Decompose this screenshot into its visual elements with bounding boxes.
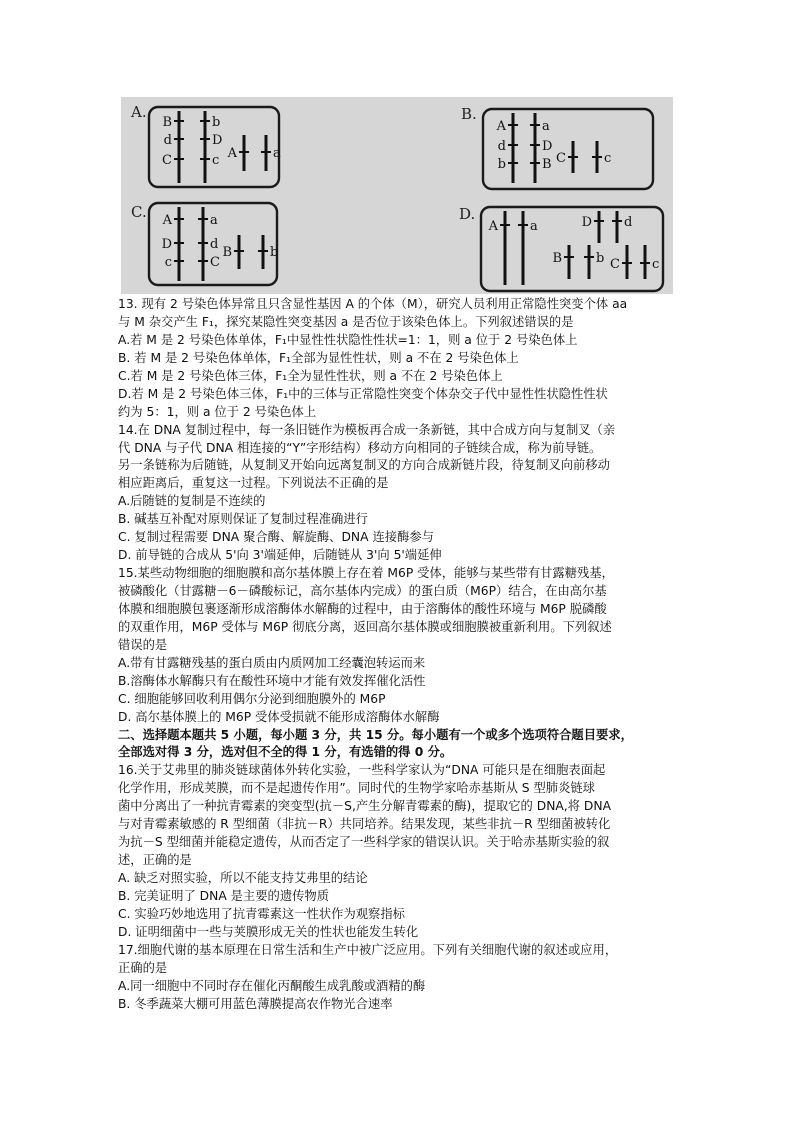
allele-label: A	[227, 146, 237, 161]
allele-label: D	[212, 133, 223, 148]
text-line: 与对青霉素敏感的 R 型细菌（非抗－R）共同培养。结果发现，某些非抗－R 型细菌被转化	[118, 817, 611, 832]
text-line: A.带有甘露糖残基的蛋白质由内质网加工经囊泡转运而来	[118, 655, 426, 670]
allele-label: D	[161, 237, 172, 252]
allele-label: c	[164, 255, 172, 270]
panel-label: C.	[131, 203, 147, 221]
text-line: C. 复制过程需要 DNA 聚合酶、解旋酶、DNA 连接酶参与	[118, 530, 434, 545]
text-line: A.若 M 是 2 号染色体单体，F₁中显性性状隐性性状=1：1，则 a 位于 2 号染色体上	[118, 332, 578, 347]
chromosome-figure	[121, 97, 673, 294]
text-line: 正确的是	[118, 960, 168, 975]
allele-label: d	[210, 237, 219, 252]
allele-label: a	[210, 213, 218, 228]
text-line: 另一条链称为后随链，从复制叉开始向远离复制叉的方向合成新链片段，待复制叉向前移动	[118, 458, 610, 473]
text-line: D. 高尔基体膜上的 M6P 受体受损就不能形成溶酶体水解酶	[118, 709, 440, 724]
allele-label: a	[530, 219, 538, 234]
allele-label: A	[488, 219, 498, 234]
allele-label: c	[604, 151, 612, 166]
allele-label: c	[652, 257, 660, 272]
allele-label: d	[163, 133, 172, 148]
allele-label: d	[624, 215, 633, 230]
text-line: 为抗－S 型细菌并能稳定遗传，从而否定了一些科学家的错误认识。关于哈赤基斯实验的叙	[118, 835, 610, 850]
allele-label: C	[556, 151, 566, 166]
panel-label: B.	[461, 105, 477, 123]
chromosome-diagram	[121, 97, 673, 294]
text-line: 约为 5：1，则 a 位于 2 号染色体上	[118, 404, 317, 419]
text-line: A. 缺乏对照实验，所以不能支持艾弗里的结论	[118, 871, 368, 885]
allele-label: B	[222, 245, 232, 260]
text-line: 二、选择题本题共 5 小题，每小题 3 分，共 15 分。每小题有一个或多个选项符合题目要求，	[118, 727, 633, 742]
allele-label: C	[210, 255, 220, 270]
allele-label: D	[542, 139, 553, 154]
text-line: C. 实验巧妙地选用了抗青霉素这一性状作为观察指标	[118, 906, 405, 921]
allele-label: b	[212, 115, 221, 130]
text-line: 17.细胞代谢的基本原理在日常生活和生产中被广泛应用。下列有关细胞代谢的叙述或应用，	[118, 942, 618, 957]
text-line: 化学作用，形成荚膜，而不是起遗传作用”。同时代的生物学家哈赤基斯从 S 型肺炎链球	[118, 781, 595, 796]
text-line: 14.在 DNA 复制过程中，每一条旧链作为模板再合成一条新链，其中合成方向与复制叉（亲	[118, 422, 616, 437]
text-line: B. 若 M 是 2 号染色体单体，F₁全部为显性性状，则 a 不在 2 号染色体上	[118, 350, 519, 365]
text-line: 16.关于艾弗里的肺炎链球菌体外转化实验，一些科学家认为“DNA 可能只是在细胞表面起	[118, 763, 606, 778]
text-line: 的双重作用，M6P 受体与 M6P 彻底分离，返回高尔基体膜或细胞膜被重新利用。下列叙述	[118, 619, 612, 634]
panel-label: D.	[459, 205, 476, 223]
allele-label: A	[162, 213, 172, 228]
allele-label: b	[270, 245, 279, 260]
allele-label: a	[273, 146, 281, 161]
allele-label: D	[581, 215, 592, 230]
text-line: B. 碱基互补配对原则保证了复制过程准确进行	[118, 512, 368, 527]
text-line: A.后随链的复制是不连续的	[118, 494, 266, 509]
text-line: 被磷酸化（甘露糖－6－磷酸标记，高尔基体内完成）的蛋白质（M6P）结合，在由高尔基	[118, 584, 607, 598]
allele-label: B	[552, 251, 562, 266]
text-line: C.若 M 是 2 号染色体三体，F₁全为显性性状，则 a 不在 2 号染色体上	[118, 368, 503, 383]
allele-label: A	[496, 119, 506, 134]
text-line: 错误的是	[118, 637, 168, 652]
allele-label: b	[596, 251, 605, 266]
allele-label: B	[162, 115, 172, 130]
allele-label: b	[497, 157, 506, 172]
panel-label: A.	[131, 103, 147, 121]
text-line: 代 DNA 与子代 DNA 相连接的“Y”字形结构）移动方向相同的子链续合成，称为前导链。	[118, 440, 602, 455]
text-line: C. 细胞能够回收利用偶尔分泌到细胞膜外的 M6P	[118, 691, 386, 706]
allele-label: B	[542, 157, 552, 172]
text-line: D.若 M 是 2 号染色体三体，F₁中的三体与正常隐性突变个体杂交子代中显性性状隐性性状	[118, 386, 608, 401]
text-line: 13. 现有 2 号染色体异常且只含显性基因 A 的个体（M），研究人员利用正常隐性突变个体 aa	[118, 297, 628, 311]
text-line: 与 M 杂交产生 F₁，探究某隐性突变基因 a 是否位于该染色体上。下列叙述错误的是	[118, 314, 574, 329]
text-line: 体膜和细胞膜包裹逐渐形成溶酶体水解酶的过程中，由于溶酶体的酸性环境与 M6P 脱磷酸	[118, 601, 607, 616]
text-line: 相应距离后，重复这一过程。下列说法不正确的是	[118, 476, 389, 491]
text-line: A.同一细胞中不同时存在催化丙酮酸生成乳酸或酒精的酶	[118, 978, 426, 993]
text-line: D. 证明细菌中一些与荚膜形成无关的性状也能发生转化	[118, 924, 419, 939]
text-line: B. 冬季蔬菜大棚可用蓝色薄膜提高农作物光合速率	[118, 996, 393, 1011]
text-line: 述，正确的是	[118, 853, 192, 868]
question-text	[118, 296, 688, 1014]
text-line: 15.某些动物细胞的细胞膜和高尔基体膜上存在着 M6P 受体，能够与某些带有甘露糖残基，	[118, 566, 614, 581]
text-line: 全部选对得 3 分，选对但不全的得 1 分，有选错的得 0 分。	[118, 745, 453, 760]
text-line: B. 完美证明了 DNA 是主要的遗传物质	[118, 888, 330, 903]
allele-label: c	[212, 153, 220, 168]
text-line: D. 前导链的合成从 5'向 3'端延伸，后随链从 3'向 5'端延伸	[118, 548, 442, 563]
text-line: 菌中分离出了一种抗青霉素的突变型(抗－S,产生分解青霉素的酶)，提取它的 DNA,将 DNA	[118, 799, 611, 814]
text-line: B.溶酶体水解酶只有在酸性环境中才能有效发挥催化活性	[118, 673, 426, 688]
allele-label: C	[162, 153, 172, 168]
allele-label: C	[610, 257, 620, 272]
allele-label: d	[497, 139, 506, 154]
allele-label: a	[542, 119, 550, 134]
